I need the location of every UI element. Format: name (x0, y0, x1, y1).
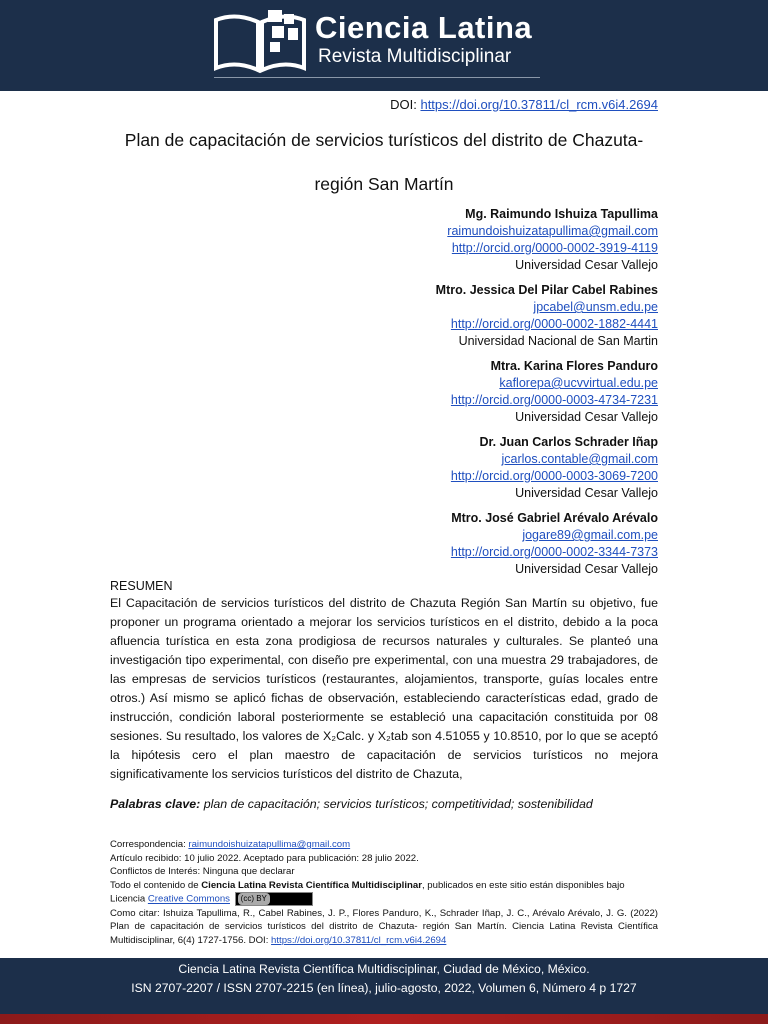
article-title (90, 118, 678, 206)
abstract-heading: RESUMEN (110, 579, 173, 593)
correspondence-label: Correspondencia: (110, 839, 186, 850)
author-institution: Universidad Cesar Vallejo (515, 410, 658, 424)
license-label: Licencia (110, 893, 146, 905)
author-institution: Universidad Cesar Vallejo (515, 258, 658, 272)
license-line (110, 892, 658, 906)
author-block (436, 433, 658, 502)
footer-line-1: Ciencia Latina Revista Científica Multidisciplinar, Ciudad de México, México. (178, 962, 590, 976)
cc-by-badge-icon[interactable] (235, 892, 313, 906)
conflicts-line: Conflictos de Interés: Ninguna que declarar (110, 866, 295, 878)
author-block (436, 281, 658, 350)
footnotes (110, 838, 658, 947)
keywords-text: plan de capacitación; servicios turísticos; competitividad; sostenibilidad (203, 797, 593, 811)
doi-line (390, 97, 658, 112)
author-email-link[interactable]: jogare89@gmail.com.pe (522, 528, 658, 542)
content-journal: Ciencia Latina Revista Científica Multidisciplinar (201, 879, 422, 891)
author-orcid-link[interactable]: http://orcid.org/0000-0002-3919-4119 (451, 241, 658, 255)
author-name: Mg. Raimundo Ishuiza Tapullima (465, 207, 658, 221)
doi-link[interactable]: https://doi.org/10.37811/cl_rcm.v6i4.2694 (420, 97, 658, 112)
footer-line-2: ISN 2707-2207 / ISSN 2707-2215 (en línea), julio-agosto, 2022, Volumen 6, Número 4 p 1727 (131, 981, 637, 995)
citation-block (110, 907, 658, 948)
author-orcid-link[interactable]: http://orcid.org/0000-0002-1882-4441 (450, 317, 658, 331)
citation-text: Como citar: Ishuiza Tapullima, R., Cabel Rabines, J. P., Flores Panduro, K., Schrader Iñap, J. C., Arévalo Arévalo, J. G. (2022) Plan de capacitación de servicios turísticos del distrito de Chazuta- región San Martín. Ciencia Latina Revista Científica Multidisciplinar, 6(4) 1727-1756. DOI: (110, 907, 658, 946)
author-name: Mtro. Jessica Del Pilar Cabel Rabines (435, 283, 658, 297)
journal-name: Ciencia Latina (315, 10, 533, 45)
book-logo-icon (214, 6, 306, 74)
author-block (436, 205, 658, 274)
creative-commons-link[interactable]: Creative Commons (147, 893, 230, 905)
author-list (436, 205, 658, 585)
author-institution: Universidad Cesar Vallejo (515, 562, 658, 576)
header-divider (214, 77, 540, 78)
bottom-color-band (0, 1014, 768, 1024)
author-orcid-link[interactable]: http://orcid.org/0000-0002-3344-7373 (450, 545, 658, 559)
title-line-1: Plan de capacitación de servicios turísticos del distrito de Chazuta- (124, 130, 644, 150)
cc-badge-text: (cc) BY (238, 893, 270, 905)
author-email-link[interactable]: kaflorepa@ucvvirtual.edu.pe (499, 376, 658, 390)
citation-doi-link[interactable]: https://doi.org/10.37811/cl_rcm.v6i4.2694 (271, 934, 447, 946)
content-prefix: Todo el contenido de (110, 879, 199, 891)
abstract-section (110, 578, 658, 814)
journal-header (0, 0, 768, 91)
author-institution: Universidad Nacional de San Martin (458, 334, 658, 348)
author-orcid-link[interactable]: http://orcid.org/0000-0003-4734-7231 (450, 393, 658, 407)
content-suffix: , publicados en este sitio están disponibles bajo (421, 879, 625, 891)
journal-footer (0, 958, 768, 1014)
title-line-2: región San Martín (314, 174, 454, 194)
doi-label: DOI: (390, 97, 417, 112)
abstract-text: El Capacitación de servicios turísticos del distrito de Chazuta Región San Martín su objetivo, fue proponer un programa orientado a mejorar los servicios turísticos en el distrito, debido a la poca afluencia turística en esta zona prodigiosa de recursos naturales y culturales. Se planteó una investigación tipo experimental, con diseño pre experimental, con una muestra 29 trabajadores, de las empresas de servicios turísticos (restaurantes, alojamientos, transporte, guías locales entre otros.) Así mismo se aplicó fichas de observación, estableciendo características edad, grado de instrucción, condición laboral posteriormente se estableció una capacitación constituida por 08 sesiones. Su resultado, los valores de X₂Calc. y X₂tab son 4.51055 y 10.8510, por lo que se aceptó la hipótesis cero el plan maestro de capacitación de servicios turísticos no mejora significativamente los servicios turísticos del distrito de Chazuta, (110, 596, 658, 781)
received-line: Artículo recibido: 10 julio 2022. Aceptado para publicación: 28 julio 2022. (110, 852, 419, 864)
content-license-line (110, 879, 658, 893)
author-institution: Universidad Cesar Vallejo (515, 486, 658, 500)
author-email-link[interactable]: raimundoishuizatapullima@gmail.com (447, 224, 658, 238)
author-block (436, 509, 658, 578)
author-block (436, 357, 658, 426)
author-email-link[interactable]: jpcabel@unsm.edu.pe (533, 300, 658, 314)
journal-subtitle: Revista Multidisciplinar (318, 46, 512, 67)
author-orcid-link[interactable]: http://orcid.org/0000-0003-3069-7200 (450, 469, 658, 483)
author-name: Dr. Juan Carlos Schrader Iñap (479, 435, 658, 449)
author-name: Mtra. Karina Flores Panduro (490, 359, 658, 373)
correspondence-email-link[interactable]: raimundoishuizatapullima@gmail.com (188, 839, 351, 850)
keywords-line (110, 795, 658, 814)
author-email-link[interactable]: jcarlos.contable@gmail.com (501, 452, 658, 466)
correspondence-line (110, 838, 658, 852)
keywords-label: Palabras clave: (110, 797, 201, 811)
author-name: Mtro. José Gabriel Arévalo Arévalo (451, 511, 658, 525)
